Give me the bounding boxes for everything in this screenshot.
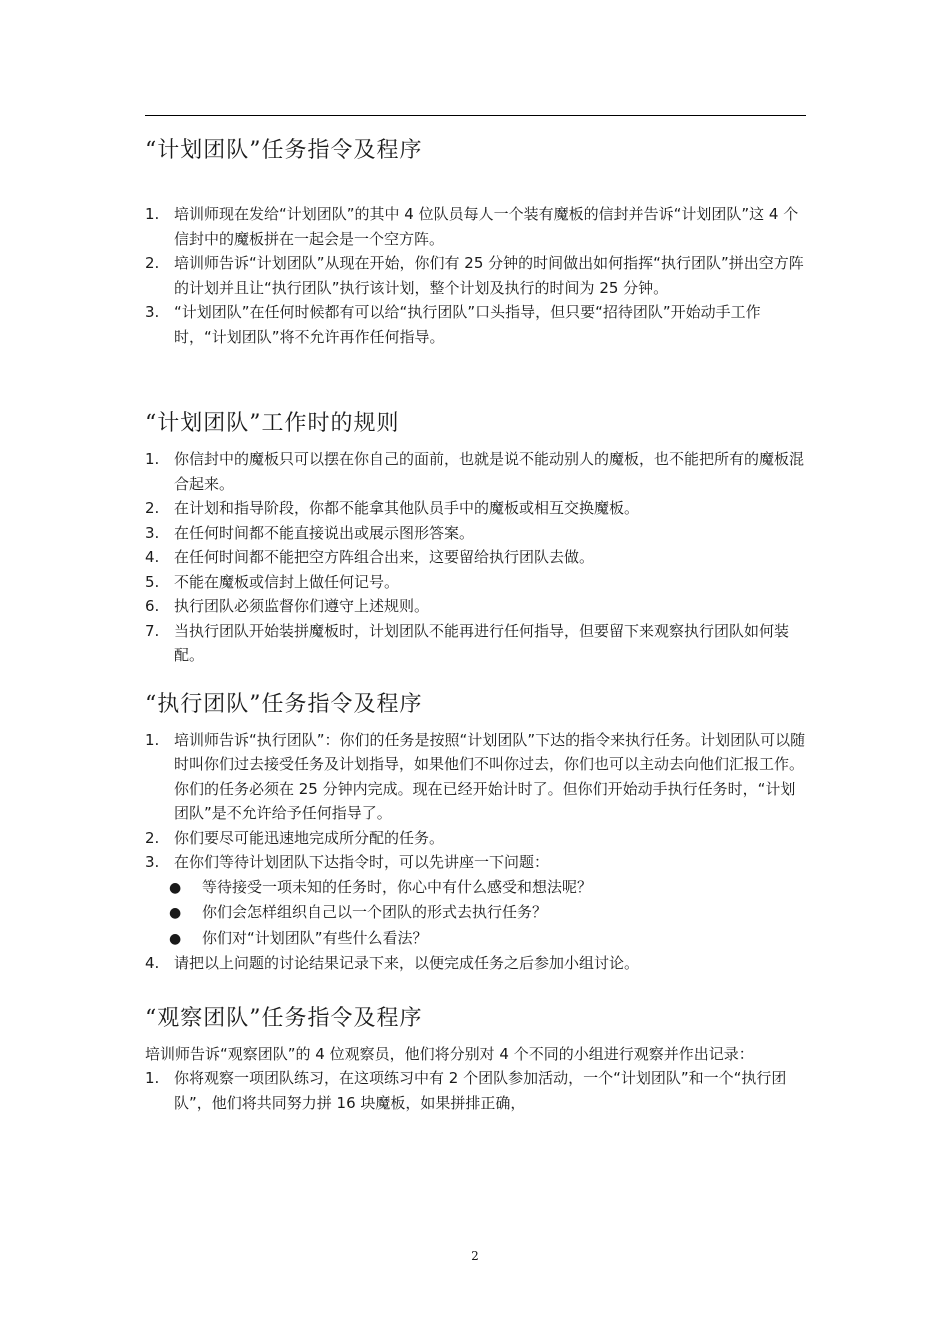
observation-team-instructions-list <box>145 1066 810 1115</box>
list-item <box>145 545 810 570</box>
section-title-planning-team-instructions: “计划团队”任务指令及程序 <box>145 138 423 163</box>
section-title-execution-team-instructions: “执行团队”任务指令及程序 <box>145 691 423 717</box>
list-item <box>145 951 810 976</box>
section-title-planning-team-rules: “计划团队”工作时的规则 <box>145 411 400 436</box>
planning-team-instructions-list <box>145 202 810 349</box>
list-text: 培训师告诉“计划团队”从现在开始，你们有 25 分钟的时间做出如何指挥“执行团队”拼出空方阵的计划并且让“执行团队”执行该计划，整个计划及执行的时间为 25 分钟。 <box>174 254 804 297</box>
bullet-item <box>145 900 810 926</box>
bullet-dot-icon: ● <box>169 879 182 896</box>
bullet-dot-icon: ● <box>169 905 182 921</box>
list-number: 1. <box>145 450 160 468</box>
list-item <box>145 826 810 851</box>
page-number: 2 <box>471 1249 479 1263</box>
list-number: 1. <box>145 1069 160 1087</box>
list-number: 5. <box>145 572 160 591</box>
execution-team-instructions-list <box>145 728 810 875</box>
bullet-text: 你们对“计划团队”有些什么看法？ <box>202 928 428 947</box>
bullet-dot-icon: ● <box>169 930 182 947</box>
discussion-questions-list <box>145 875 810 952</box>
list-text: “计划团队”在任何时候都有可以给“执行团队”口头指导，但只要“招待团队”开始动手工作时，“计划团队”将不允许再作任何指导。 <box>174 303 761 346</box>
bullet-text: 等待接受一项未知的任务时，你心中有什么感受和想法呢？ <box>202 877 593 896</box>
list-text: 你将观察一项团队练习，在这项练习中有 2 个团队参加活动，一个“计划团队”和一个“执行团队”，他们将共同努力拼 16 块魔板，如果拼排正确， <box>174 1069 787 1112</box>
list-number: 4. <box>145 548 160 566</box>
document-body <box>145 134 810 1115</box>
list-item <box>145 619 810 668</box>
list-number: 3. <box>145 523 160 542</box>
list-text: 当执行团队开始装拼魔板时，计划团队不能再进行任何指导，但要留下来观察执行团队如何装配。 <box>174 621 790 664</box>
list-text: 在你们等待计划团队下达指令时，可以先讲座一下问题： <box>174 853 550 871</box>
list-item <box>145 496 810 521</box>
list-text: 不能在魔板或信封上做任何记号。 <box>174 572 400 591</box>
list-text: 培训师告诉“执行团队”：你们的任务是按照“计划团队”下达的指令来执行任务。计划团队可以随时叫你们过去接受任务及计划指导，如果他们不叫你过去，你们也可以主动去向他们汇报工作。你们的任务必须在 25 分钟内完成。现在已经开始计时了。但你们开始动手执行任务时，“计划团队”是不允许给予任何指导了。 <box>174 730 806 822</box>
list-text: 你们要尽可能迅速地完成所分配的任务。 <box>174 828 445 847</box>
list-item <box>145 521 810 546</box>
list-item <box>145 850 810 875</box>
list-item <box>145 251 810 300</box>
list-number: 1. <box>145 205 160 223</box>
list-number: 1. <box>145 730 160 749</box>
list-text: 执行团队必须监督你们遵守上述规则。 <box>174 597 430 615</box>
list-text: 你信封中的魔板只可以摆在你自己的面前，也就是说不能动别人的魔板，也不能把所有的魔板混合起来。 <box>174 450 805 493</box>
bullet-item <box>145 875 810 901</box>
list-item <box>145 1066 810 1115</box>
observation-team-intro: 培训师告诉“观察团队”的 4 位观察员，他们将分别对 4 个不同的小组进行观察并作出记录： <box>145 1044 754 1063</box>
list-item <box>145 202 810 251</box>
list-item <box>145 300 810 349</box>
list-number: 3. <box>145 303 160 321</box>
list-number: 2. <box>145 828 160 847</box>
list-number: 2. <box>145 499 160 517</box>
list-text: 在任何时间都不能直接说出或展示图形答案。 <box>174 523 475 542</box>
list-text: 培训师现在发给“计划团队”的其中 4 位队员每人一个装有魔板的信封并告诉“计划团队”这 4 个信封中的魔板拼在一起会是一个空方阵。 <box>174 205 799 248</box>
list-number: 2. <box>145 254 160 272</box>
list-text: 在任何时间都不能把空方阵组合出来，这要留给执行团队去做。 <box>174 548 595 566</box>
bullet-text: 你们会怎样组织自己以一个团队的形式去执行任务？ <box>202 903 548 921</box>
list-text: 在计划和指导阶段，你都不能拿其他队员手中的魔板或相互交换魔板。 <box>174 499 640 517</box>
list-item <box>145 728 810 826</box>
section-title-observation-team-instructions: “观察团队”任务指令及程序 <box>145 1005 423 1031</box>
list-item <box>145 570 810 595</box>
list-item <box>145 447 810 496</box>
list-number: 6. <box>145 597 160 615</box>
list-number: 7. <box>145 621 160 640</box>
bullet-item <box>145 926 810 952</box>
execution-team-instructions-list-continued <box>145 951 810 976</box>
list-number: 4. <box>145 954 160 972</box>
list-item <box>145 594 810 619</box>
planning-team-rules-list <box>145 447 810 668</box>
header-rule <box>145 115 806 116</box>
list-text: 请把以上问题的讨论结果记录下来，以便完成任务之后参加小组讨论。 <box>174 954 640 972</box>
list-number: 3. <box>145 853 160 871</box>
